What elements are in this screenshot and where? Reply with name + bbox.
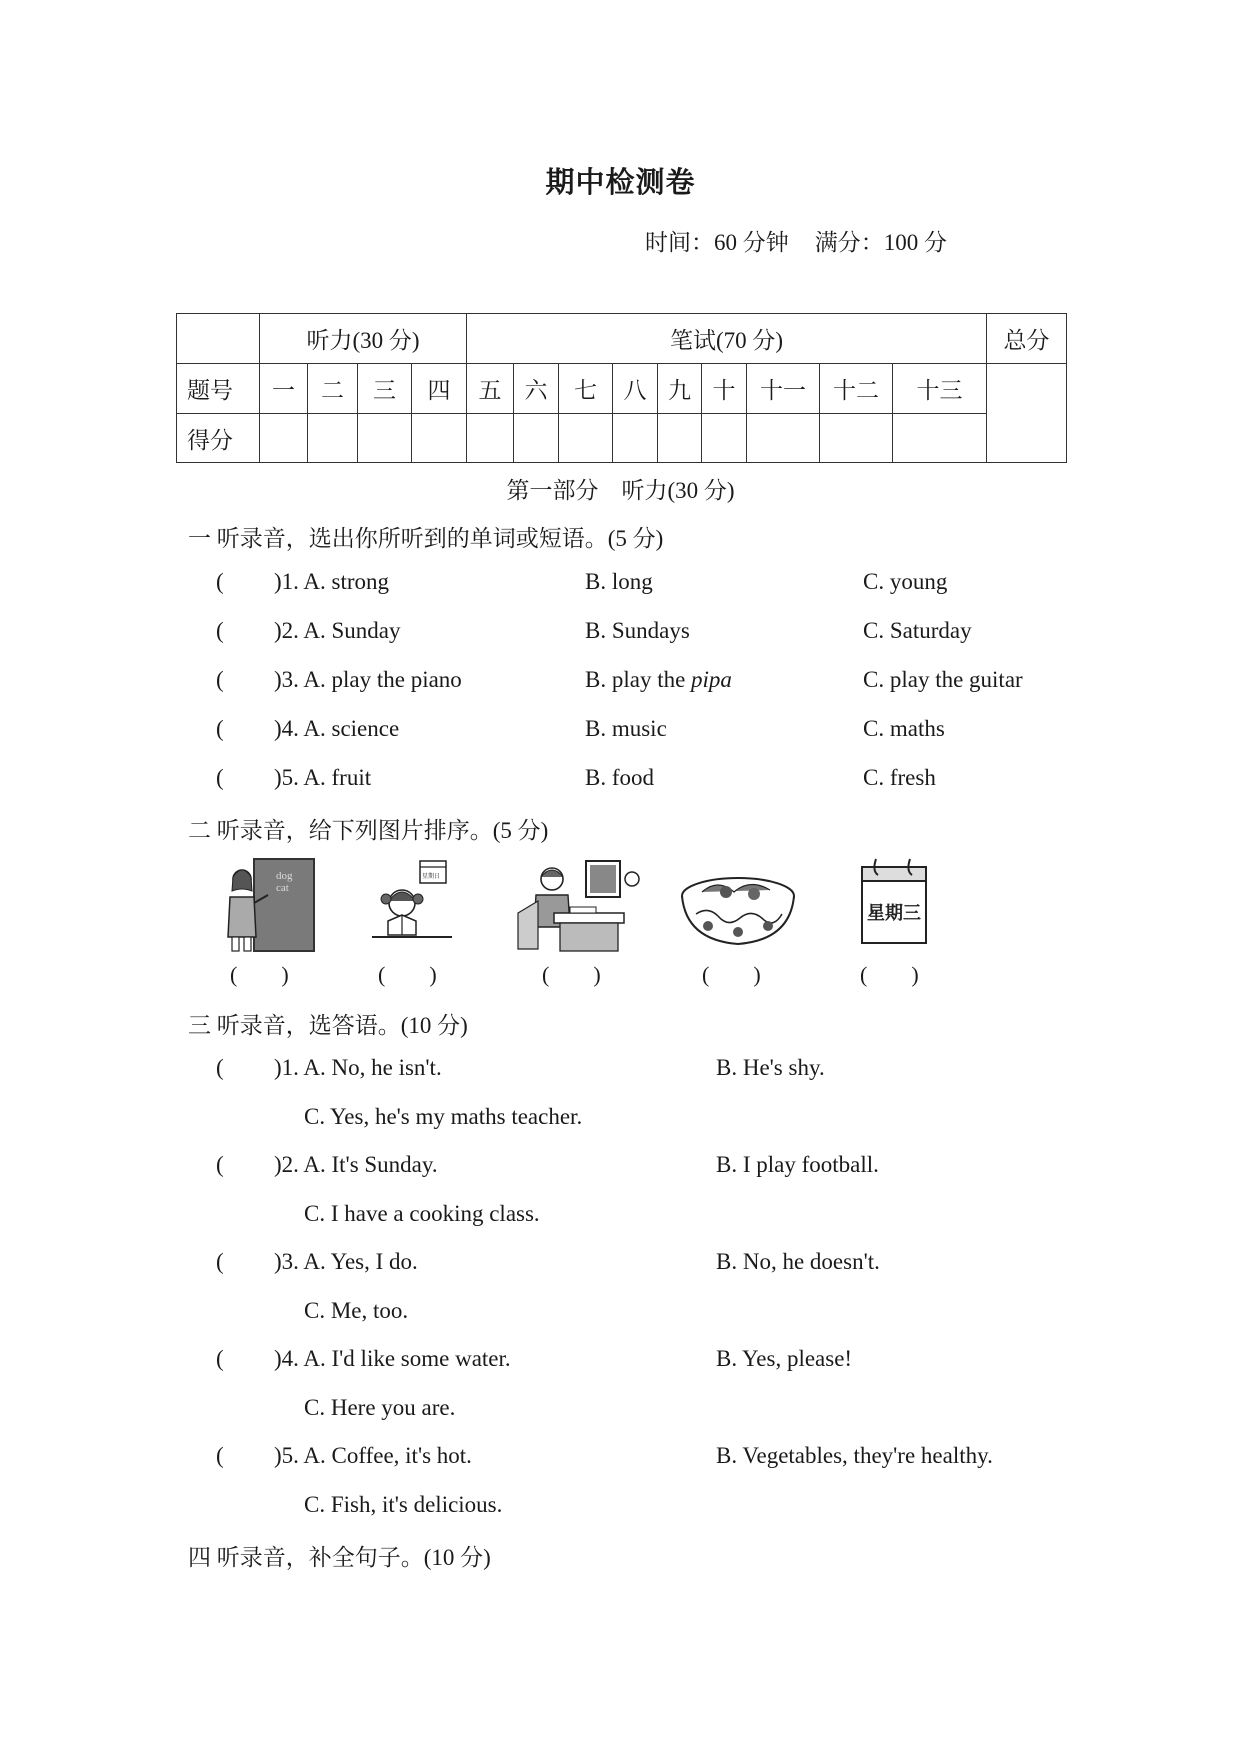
option-b-text: B. play the: [585, 667, 692, 692]
listening-header: 听力(30 分): [260, 314, 467, 364]
option-b: B. Vegetables, they're healthy.: [716, 1443, 993, 1468]
option-b: B. music: [585, 716, 667, 741]
question-number-cell: 六: [514, 364, 559, 414]
option-c: C. Me, too.: [304, 1298, 409, 1323]
option-a: )5. A. Coffee, it's hot.: [274, 1443, 472, 1468]
option-a: )2. A. It's Sunday.: [274, 1152, 438, 1177]
picture-2-answer[interactable]: ( ): [378, 962, 437, 987]
picture-1-answer[interactable]: ( ): [230, 962, 289, 987]
option-b: B. food: [585, 765, 654, 790]
option-c: C. Here you are.: [304, 1395, 456, 1420]
score-cell[interactable]: [308, 414, 358, 463]
answer-paren[interactable]: (: [216, 716, 224, 741]
option-a: )1. A. No, he isn't.: [274, 1055, 442, 1080]
row-label-number: 题号: [177, 364, 260, 414]
score-cell[interactable]: [467, 414, 514, 463]
score-cell[interactable]: [820, 414, 893, 463]
section-4-heading: 四 听录音，补全句子。(10 分): [188, 1545, 491, 1570]
score-cell[interactable]: [260, 414, 308, 463]
option-b: B. I play football.: [716, 1152, 879, 1177]
section-2-heading: 二 听录音，给下列图片排序。(5 分): [188, 818, 549, 843]
answer-paren[interactable]: (: [216, 765, 224, 790]
section-3-heading: 三 听录音，选答语。(10 分): [188, 1013, 468, 1038]
exam-meta: [645, 224, 947, 257]
option-c: C. fresh: [863, 765, 936, 790]
question-number-cell: 十一: [747, 364, 820, 414]
option-a: )4. A. I'd like some water.: [274, 1346, 511, 1371]
option-c: C. I have a cooking class.: [304, 1201, 540, 1226]
question-number-cell: 三: [358, 364, 412, 414]
score-cell[interactable]: [893, 414, 987, 463]
board-word-cat: cat: [276, 882, 289, 894]
option-c: C. Fish, it's delicious.: [304, 1492, 503, 1517]
row-label-score: 得分: [177, 414, 260, 463]
question-number-cell: 四: [412, 364, 467, 414]
score-cell[interactable]: [412, 414, 467, 463]
answer-paren[interactable]: (: [216, 1346, 224, 1371]
score-table: [176, 313, 1067, 463]
answer-paren[interactable]: (: [216, 618, 224, 643]
option-c: C. Yes, he's my maths teacher.: [304, 1104, 583, 1129]
score-cell[interactable]: [358, 414, 412, 463]
answer-paren[interactable]: (: [216, 1249, 224, 1274]
picture-5-answer[interactable]: ( ): [860, 962, 919, 987]
question-number-cell: 八: [613, 364, 658, 414]
boy-at-desk-picture: [514, 857, 644, 953]
option-c: C. maths: [863, 716, 945, 741]
picture-3-answer[interactable]: ( ): [542, 962, 601, 987]
option-b: B. He's shy.: [716, 1055, 825, 1080]
section-1-heading: 一 听录音，选出你所听到的单词或短语。(5 分): [188, 526, 664, 551]
picture-4-answer[interactable]: ( ): [702, 962, 761, 987]
question-number-cell: 一: [260, 364, 308, 414]
answer-paren[interactable]: (: [216, 569, 224, 594]
option-a: )3. A. play the piano: [274, 667, 462, 692]
option-b: B. No, he doesn't.: [716, 1249, 880, 1274]
option-a: )4. A. science: [274, 716, 400, 741]
corner-cell: [177, 314, 260, 364]
option-a: )1. A. strong: [274, 569, 389, 594]
question-number-cell: 十: [702, 364, 747, 414]
score-cell[interactable]: [658, 414, 702, 463]
answer-paren[interactable]: (: [216, 1443, 224, 1468]
total-score-cell[interactable]: [987, 364, 1067, 463]
option-b: B. long: [585, 569, 653, 594]
writing-header: 笔试(70 分): [467, 314, 987, 364]
exam-time: 时间：60 分钟: [645, 230, 789, 255]
question-number-cell: 十三: [893, 364, 987, 414]
calendar-label: 星期日: [422, 873, 441, 880]
option-b-italic: pipa: [691, 667, 732, 692]
option-b: B. Sundays: [585, 618, 690, 643]
option-c: C. play the guitar: [863, 667, 1023, 692]
score-cell[interactable]: [514, 414, 559, 463]
page-title: 期中检测卷: [545, 167, 696, 199]
answer-paren[interactable]: (: [216, 1055, 224, 1080]
question-number-cell: 七: [559, 364, 613, 414]
fruit-bowl-picture: [678, 870, 798, 950]
option-b: [585, 667, 732, 693]
answer-paren[interactable]: (: [216, 1152, 224, 1177]
option-a: )2. A. Sunday: [274, 618, 401, 643]
question-number-cell: 二: [308, 364, 358, 414]
option-c: C. Saturday: [863, 618, 972, 643]
option-a: )3. A. Yes, I do.: [274, 1249, 418, 1274]
score-cell[interactable]: [747, 414, 820, 463]
part-title: 第一部分 听力(30 分): [506, 478, 735, 503]
total-header: 总分: [987, 314, 1067, 364]
score-cell[interactable]: [702, 414, 747, 463]
teacher-blackboard-picture: [224, 857, 316, 953]
option-c: C. young: [863, 569, 948, 594]
question-number-cell: 五: [467, 364, 514, 414]
option-a: )5. A. fruit: [274, 765, 372, 790]
option-b: B. Yes, please!: [716, 1346, 853, 1371]
score-cell[interactable]: [559, 414, 613, 463]
calendar-picture: [858, 857, 930, 949]
board-word-dog: dog: [276, 870, 293, 882]
question-number-cell: 九: [658, 364, 702, 414]
calendar-day-label: 星期三: [867, 903, 921, 924]
answer-paren[interactable]: (: [216, 667, 224, 692]
question-number-cell: 十二: [820, 364, 893, 414]
score-cell[interactable]: [613, 414, 658, 463]
exam-full-score: 满分：100 分: [814, 230, 947, 255]
girl-reading-picture: [372, 857, 452, 953]
